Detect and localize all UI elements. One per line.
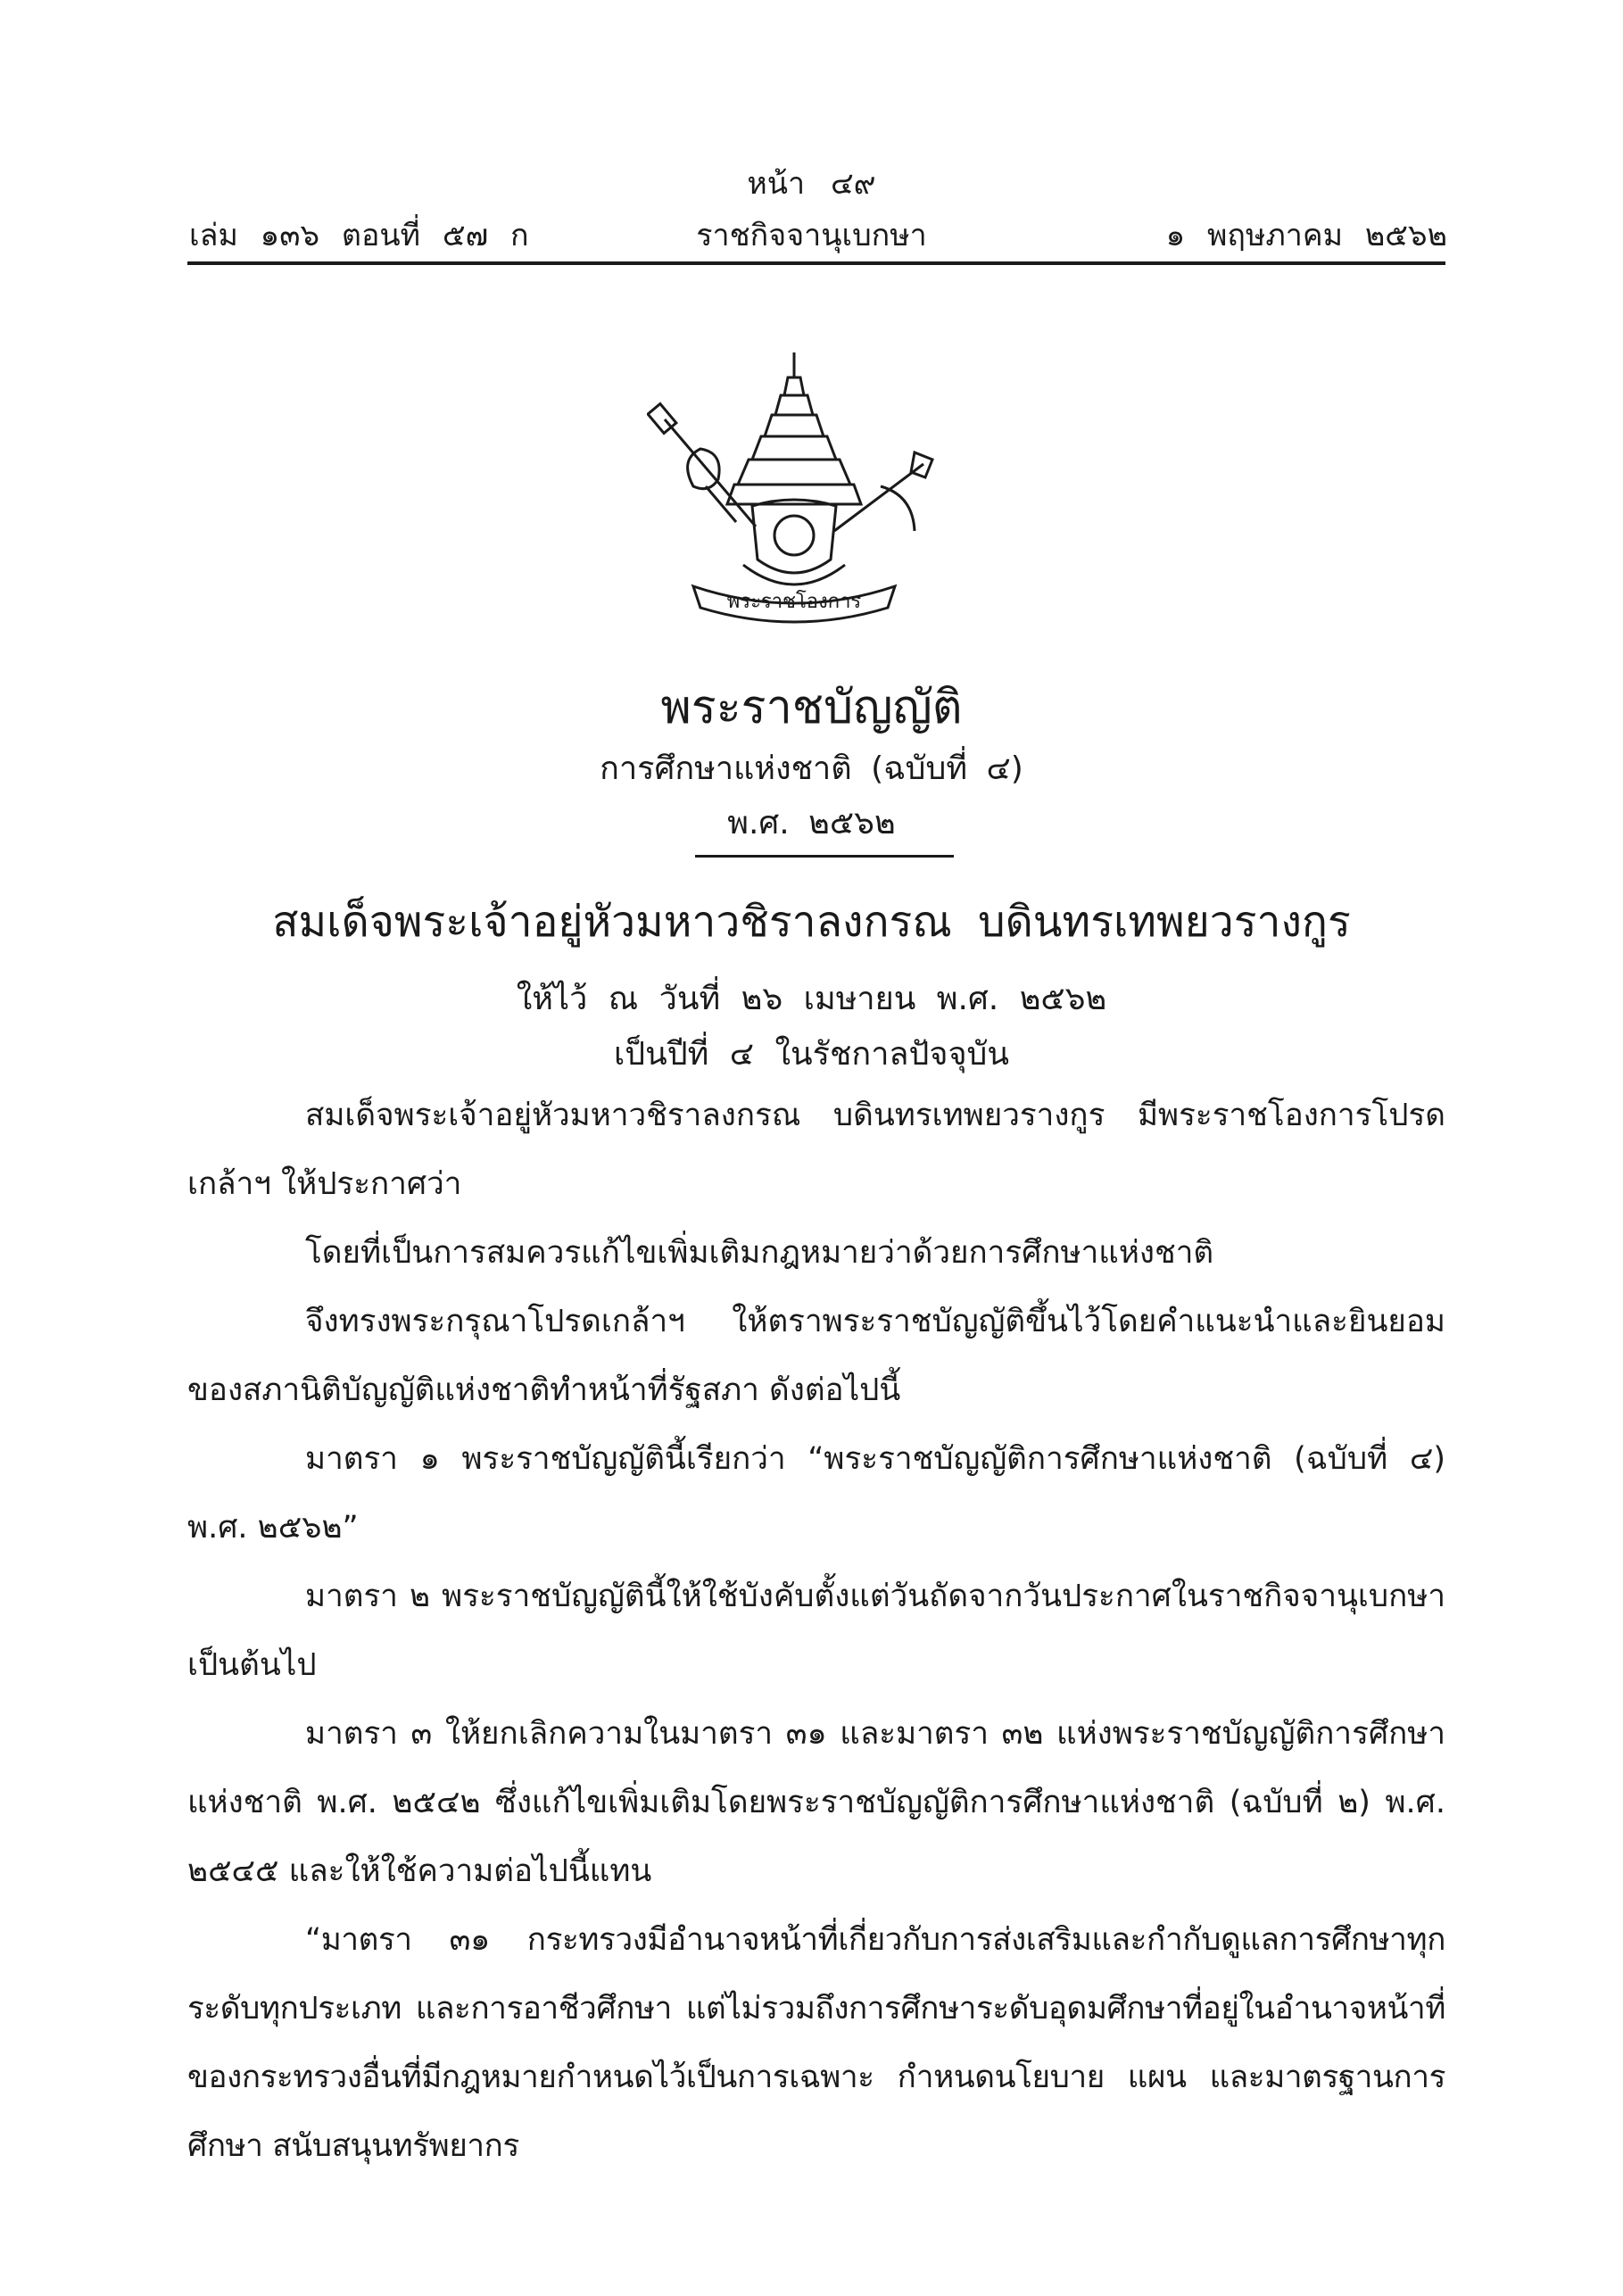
reason-paragraph: โดยที่เป็นการสมควรแก้ไขเพิ่มเติมกฎหมายว่าด้วยการศึกษาแห่งชาติ (305, 1235, 1214, 1271)
act-body (187, 1082, 1445, 2181)
title-rule (695, 855, 954, 858)
act-heading: พระราชบัญญัติ (660, 681, 963, 734)
section-31-paragraph: “มาตรา ๓๑ กระทรวงมีอำนาจหน้าที่เกี่ยวกับการส่งเสริมและกำกับดูแลการศึกษาทุกระดับทุกประเภท และการอาชีวศึกษา แต่ไม่รวมถึงการศึกษาระดับอุดมศึกษาที่อยู่ในอำนาจหน้าที่ของกระทรวงอื่นที่มีกฎหมายกำหนดไว้เป็นการเฉพาะ กำหนดนโยบาย แผน และมาตรฐานการศึกษา สนับสนุนทรัพยากร (187, 1922, 1445, 2164)
gazette-date: ๑ พฤษภาคม ๒๕๖๒ (1165, 218, 1447, 253)
act-name: การศึกษาแห่งชาติ (ฉบับที่ ๔) (600, 750, 1023, 787)
section-1-paragraph: มาตรา ๑ พระราชบัญญัตินี้เรียกว่า “พระราชบัญญัติการศึกษาแห่งชาติ (ฉบับที่ ๔) พ.ศ. ๒๕๖๒” (187, 1441, 1445, 1546)
gazette-volume: เล่ม ๑๓๖ ตอนที่ ๕๗ ก (189, 218, 529, 253)
given-date: ให้ไว้ ณ วันที่ ๒๖ เมษายน พ.ศ. ๒๕๖๒ (516, 981, 1107, 1017)
header-rule (187, 261, 1445, 265)
preamble-paragraph: สมเด็จพระเจ้าอยู่หัวมหาวชิราลงกรณ บดินทรเทพยวรางกูร มีพระราชโองการโปรดเกล้าฯ ให้ประกาศว่า (187, 1098, 1445, 1202)
royal-garuda-emblem-icon (647, 352, 941, 625)
page-number: หน้า ๔๙ (747, 166, 876, 202)
enactment-paragraph: จึงทรงพระกรุณาโปรดเกล้าฯ ให้ตราพระราชบัญญัติขึ้นไว้โดยคำแนะนำและยินยอมของสภานิติบัญญัติแห่งชาติทำหน้าที่รัฐสภา ดังต่อไปนี้ (187, 1304, 1445, 1408)
section-3-paragraph: มาตรา ๓ ให้ยกเลิกความในมาตรา ๓๑ และมาตรา ๓๒ แห่งพระราชบัญญัติการศึกษาแห่งชาติ พ.ศ. ๒๕๔๒ ซึ่งแก้ไขเพิ่มเติมโดยพระราชบัญญัติการศึกษาแห่งชาติ (ฉบับที่ ๒) พ.ศ. ๒๕๔๕ และให้ใช้ความต่อไปนี้แทน (187, 1716, 1445, 1889)
emblem-ribbon-text: พระราชโองการ (726, 591, 862, 613)
king-name: สมเด็จพระเจ้าอยู่หัวมหาวชิราลงกรณ บดินทรเทพยวรางกูร (272, 897, 1351, 947)
reign-year: เป็นปีที่ ๔ ในรัชกาลปัจจุบัน (613, 1036, 1009, 1073)
act-year: พ.ศ. ๒๕๖๒ (727, 805, 896, 841)
section-2-paragraph: มาตรา ๒ พระราชบัญญัตินี้ให้ใช้บังคับตั้งแต่วันถัดจากวันประกาศในราชกิจจานุเบกษาเป็นต้นไป (187, 1579, 1445, 1683)
gazette-name: ราชกิจจานุเบกษา (696, 218, 927, 253)
